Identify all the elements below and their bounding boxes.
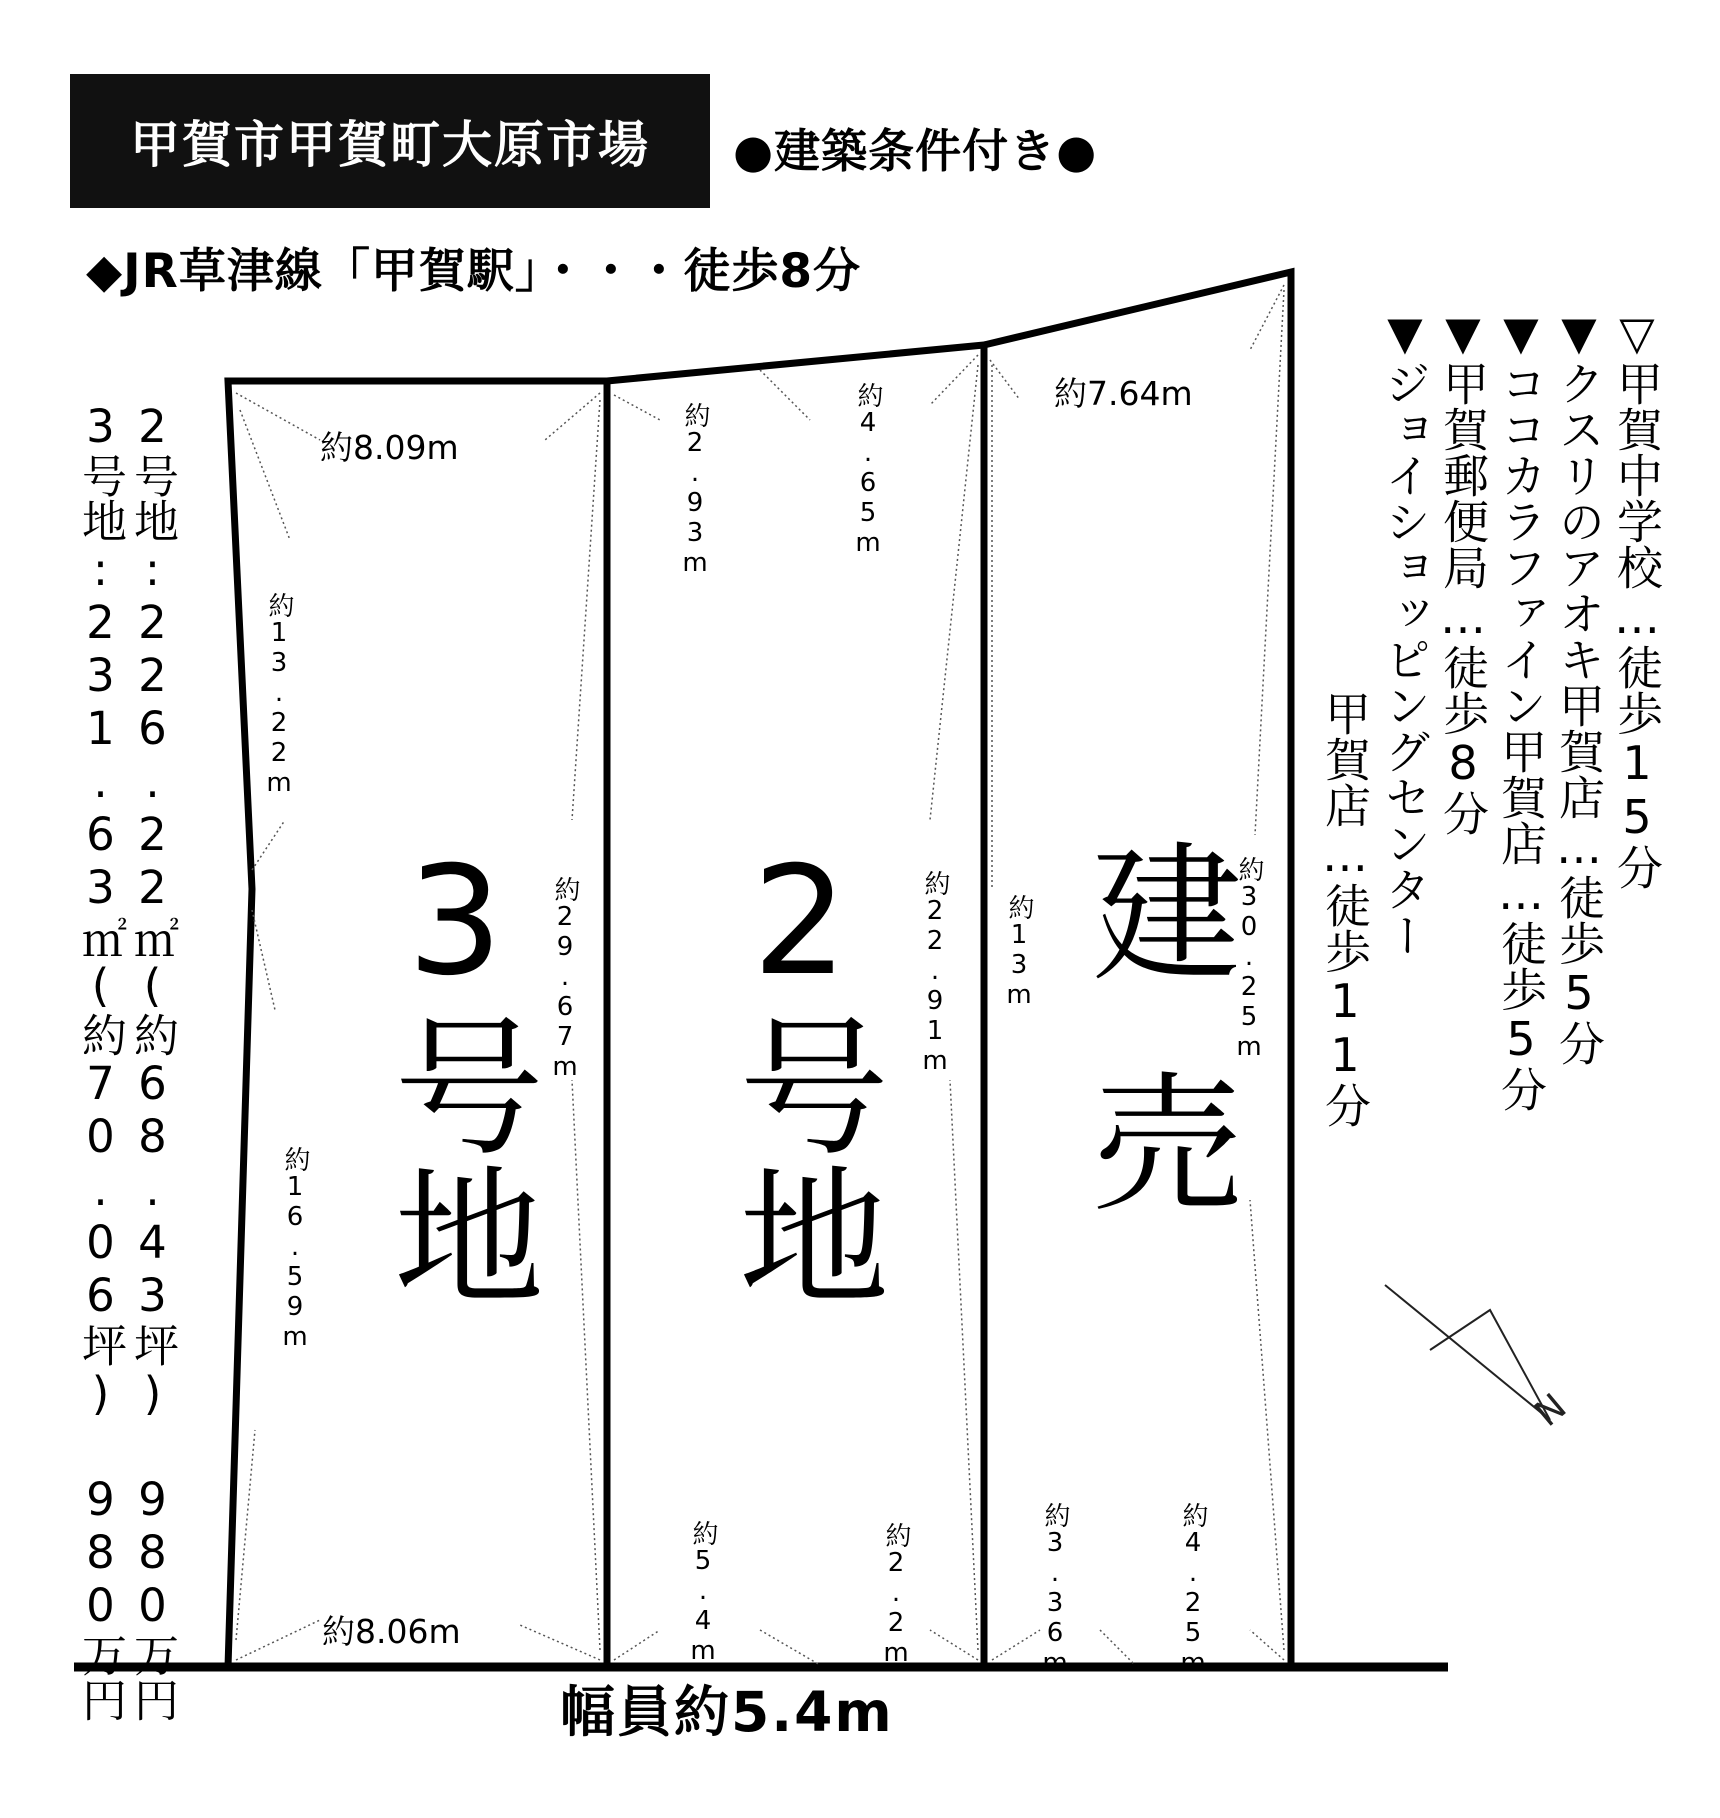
lot3-area-price: 3号地:231.63㎡(約70.06坪) 980万円 xyxy=(74,400,127,1722)
dim-lot1-top: 約7.64m xyxy=(1054,374,1193,413)
lot1-label: 建売 xyxy=(1066,835,1240,1295)
north-arrow-icon xyxy=(1385,1285,1550,1420)
nearby-item: 甲賀店…徒歩11分 xyxy=(1318,690,1372,1128)
dim-lot1-bottom-b: 約4.25m xyxy=(1178,1502,1208,1678)
building-condition-note: ●建築条件付き● xyxy=(733,124,1098,178)
lot2-area-price: 2号地:226.22㎡(約68.43坪) 980万円 xyxy=(126,400,179,1722)
dim-lot2-top-b: 約4.65m xyxy=(853,382,883,558)
nearby-item: ▽甲賀中学校…徒歩15分 xyxy=(1610,306,1664,890)
road-width-label: 幅員約5.4m xyxy=(560,1680,894,1744)
nearby-item: ▼ジョイショッピングセンター xyxy=(1378,306,1432,958)
nearby-item: ▼甲賀郵便局…徒歩8分 xyxy=(1436,306,1490,836)
nearby-item: ▼ココカラファイン甲賀店…徒歩5分 xyxy=(1494,306,1548,1112)
lot2-label: 2号地 xyxy=(713,835,887,1309)
dim-lot2-top-a: 約2.93m xyxy=(680,402,710,578)
dim-lot3-right: 約29.67m xyxy=(550,876,580,1082)
dim-lot3-left-upper: 約13.22m xyxy=(264,592,294,798)
dim-lot3-top: 約8.09m xyxy=(320,428,459,467)
location-title: 甲賀市甲賀町大原市場 xyxy=(70,74,710,208)
dim-lot1-bottom-a: 約3.36m xyxy=(1040,1502,1070,1678)
station-access: ◆JR草津線「甲賀駅」・・・徒歩8分 xyxy=(86,244,862,299)
dim-lot1-right: 約30.25m xyxy=(1234,856,1264,1062)
dim-lot2-bottom-a: 約5.4m xyxy=(688,1520,718,1666)
dim-lot3-left-lower: 約16.59m xyxy=(280,1146,310,1352)
north-label: N xyxy=(1527,1386,1575,1435)
dim-lot3-bottom: 約8.06m xyxy=(322,1612,461,1651)
dim-lot1-left: 約13m xyxy=(1004,894,1034,1010)
nearby-item: ▼クスリのアオキ甲賀店…徒歩5分 xyxy=(1552,306,1606,1066)
dim-lot2-bottom-b: 約2.2m xyxy=(881,1522,911,1668)
lot3-label: 3号地 xyxy=(368,835,542,1309)
dim-lot2-right: 約22.91m xyxy=(920,870,950,1076)
